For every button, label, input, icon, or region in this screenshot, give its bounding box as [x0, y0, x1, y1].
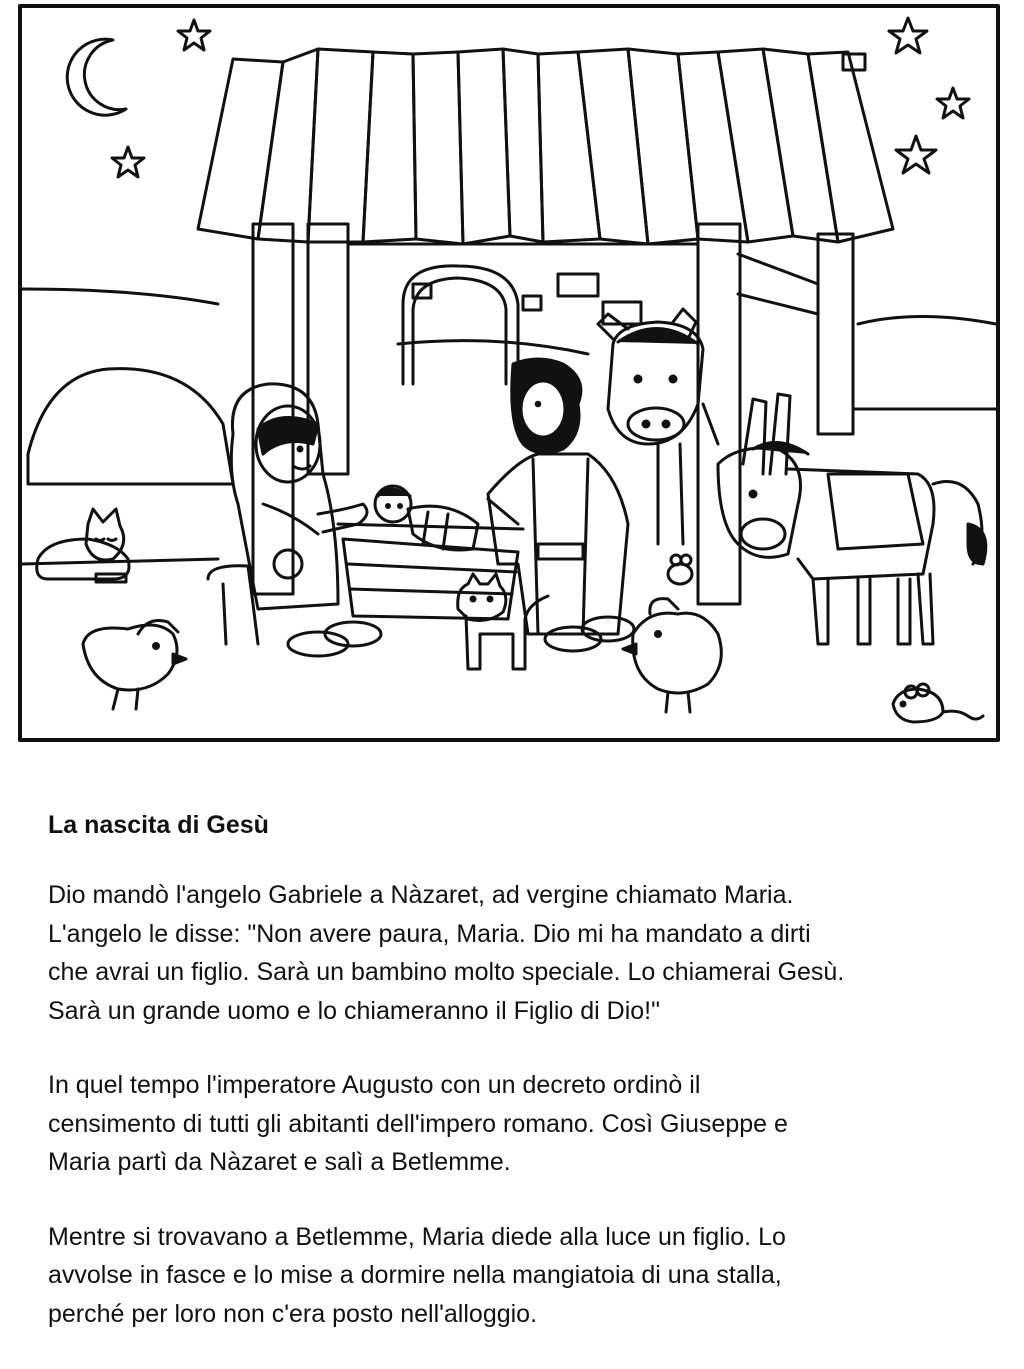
text-line: Maria partì da Nàzaret e salì a Betlemme.: [48, 1148, 511, 1176]
story-paragraph: [48, 1066, 988, 1182]
nativity-scene-svg: [18, 4, 1000, 742]
mouse: [668, 555, 692, 584]
mouse: [893, 684, 983, 722]
star-icon: [112, 147, 144, 177]
text-line: L'angelo le disse: "Non avere paura, Maria. Dio mi ha mandato a dirti: [48, 919, 811, 948]
story-title: La nascita di Gesù: [48, 811, 269, 839]
text-line: Sarà un grande uomo e lo chiameranno il Figlio di Dio!": [48, 996, 660, 1025]
cat: [37, 509, 129, 582]
baby-jesus: [375, 486, 478, 550]
star-icon: [178, 20, 210, 50]
chicken: [83, 621, 186, 710]
hill-back: [398, 341, 588, 354]
text-line: In quel tempo l'imperatore Augusto con un decreto ordinò il: [48, 1071, 701, 1099]
haystack: [28, 369, 233, 484]
text-line: perché per loro non c'era posto nell'alloggio.: [48, 1299, 538, 1328]
story-paragraph: [48, 1218, 988, 1334]
text-line: avvolse in fasce e lo mise a dormire nella mangiatoia di una stalla,: [48, 1261, 782, 1289]
text-line: che avrai un figlio. Sarà un bambino molto speciale. Lo chiamerai Gesù.: [48, 958, 845, 986]
nativity-coloring-illustration: [18, 4, 1000, 742]
moon-icon: [67, 39, 126, 115]
star-icon: [889, 18, 927, 53]
story-paragraph: [48, 876, 988, 1030]
stable-roof: [198, 49, 893, 244]
hill-left: [22, 289, 218, 304]
story-text: [48, 810, 988, 1369]
text-line: Dio mandò l'angelo Gabriele a Nàzaret, ad vergine chiamato Maria.: [48, 881, 794, 909]
text-line: Mentre si trovavano a Betlemme, Maria diede alla luce un figlio. Lo: [48, 1222, 786, 1251]
ground-line-left: [22, 559, 218, 564]
text-line: censimento di tutti gli abitanti dell'impero romano. Così Giuseppe e: [48, 1109, 788, 1138]
star-icon: [896, 136, 936, 173]
chicken: [623, 599, 721, 712]
kitten: [458, 574, 548, 669]
ox: [598, 309, 718, 544]
star-icon: [937, 88, 969, 118]
hill-right: [858, 317, 996, 325]
